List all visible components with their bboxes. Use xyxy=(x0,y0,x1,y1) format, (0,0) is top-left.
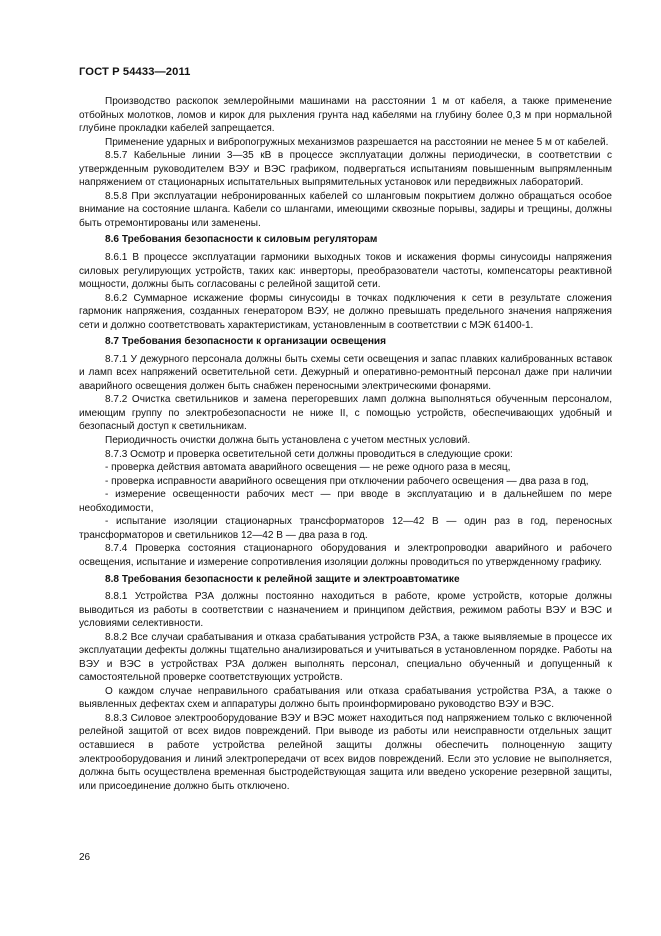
paragraph-clause-8-6-2: 8.6.2 Суммарное искажение формы синусоиды в точках подключения к сети в результате сложения гармоник напряжения, созданных генератором ВЭУ, не должно превышать предельного значения напряжения сети и должно соответствовать характеристикам, установленным в соответствии с МЭК 61400-1. xyxy=(79,292,612,331)
list-item: - проверка исправности аварийного освещения при отключении рабочего освещения — два раза в год, xyxy=(105,475,589,487)
document-body xyxy=(79,95,612,793)
paragraph-clause-8-8-1: 8.8.1 Устройства РЗА должны постоянно находиться в работе, кроме устройств, которые должны выводиться из работы в соответствии с назначением и принципом действия, режимом работы ВЭУ и ВЭС и условиями селективности. xyxy=(79,591,612,630)
section-heading-8-7: 8.7 Требования безопасности к организации освещения xyxy=(105,336,387,348)
list-item: - испытание изоляции стационарных трансформаторов 12—42 В — один раз в год, переносных трансформаторов и светильников 12—42 В — два раза в год. xyxy=(79,516,612,541)
list-item: - измерение освещенности рабочих мест — при вводе в эксплуатацию и в дальнейшем по мере необходимости, xyxy=(79,489,612,514)
paragraph-clause-8-7-2: 8.7.2 Очистка светильников и замена перегоревших ламп должна выполняться обученным персоналом, имеющим группу по электробезопасности не ниже II, с помощью устройств, обеспечивающих удобный и безопасный доступ к светильникам. xyxy=(79,394,612,433)
paragraph: Производство раскопок землеройными машинами на расстоянии 1 м от кабеля, а также применение отбойных молотков, ломов и кирок для рыхления грунта над кабелями на глубину более 0,3 м при нормальной глубине прокладки кабелей запрещается. xyxy=(79,96,612,135)
paragraph-clause-8-7-4: 8.7.4 Проверка состояния стационарного оборудования и электропроводки аварийного и рабочего освещения, испытание и измерение сопротивления изоляции должны проводиться по утвержденному графику. xyxy=(79,543,612,568)
list-item: - проверка действия автомата аварийного освещения — не реже одного раза в месяц, xyxy=(105,462,511,474)
section-heading-8-8: 8.8 Требования безопасности к релейной защите и электроавтоматике xyxy=(105,573,460,585)
paragraph: Применение ударных и вибропогружных механизмов разрешается на расстоянии не менее 5 м от кабелей. xyxy=(105,136,609,148)
paragraph-clause-8-8-2: 8.8.2 Все случаи срабатывания и отказа срабатывания устройств РЗА, а также выявляемые в процессе их эксплуатации дефекты должны тщательно анализироваться и учитываться в установленном порядке. Работы на ВЭУ и ВЭС в устройствах РЗА должен выполнять персонал, специально обученный и допущенный к самостоятельной проверке соответствующих устройств. xyxy=(79,631,612,684)
paragraph: О каждом случае неправильного срабатывания или отказа срабатывания устройства РЗА, а также о выявленных дефектах схем и аппаратуры должно быть проинформировано руководство ВЭУ и ВЭС. xyxy=(79,685,612,711)
paragraph-clause-8-5-8: 8.5.8 При эксплуатации небронированных кабелей со шланговым покрытием должно обращаться особое внимание на состояние шланга. Кабели со шлангами, имеющими сквозные порывы, задиры и трещины, должны быть отремонтированы или заменены. xyxy=(79,190,612,229)
paragraph-clause-8-8-3: 8.8.3 Силовое электрооборудование ВЭУ и ВЭС может находиться под напряжением только с включенной релейной защитой от всех видов повреждений. При выводе из работы или неисправности отдельных защит оставшиеся в работе устройства релейной защиты должны обеспечить полноценную защиту электрооборудования и линий электропередачи от всех видов повреждений. Если это условие не выполняется, должна быть осуществлена временная быстродействующая защита или введено ускорение резервной защиты, или присоединение должно быть отключено. xyxy=(79,712,612,792)
page-number: 26 xyxy=(79,852,91,863)
document-header: ГОСТ Р 54433—2011 xyxy=(79,66,191,78)
section-heading-8-6: 8.6 Требования безопасности к силовым регуляторам xyxy=(105,234,378,246)
paragraph-clause-8-7-1: 8.7.1 У дежурного персонала должны быть схемы сети освещения и запас плавких калиброванных вставок и ламп всех напряжений осветительной сети. Дежурный и оперативно-ремонтный персонал даже при наличии аварийного освещения должен быть снабжен переносными электрическими фонарями. xyxy=(79,353,612,392)
paragraph-clause-8-5-7: 8.5.7 Кабельные линии 3—35 кВ в процессе эксплуатации должны периодически, в соответствии с утвержденным руководителем ВЭУ и ВЭС графиком, подвергаться испытаниям повышенным выпрямленным напряжением от стационарных испытательных выпрямительных установок или передвижных лабораторий. xyxy=(79,150,612,189)
paragraph-clause-8-7-3: 8.7.3 Осмотр и проверка осветительной сети должны проводиться в следующие сроки: xyxy=(105,448,513,460)
paragraph: Периодичность очистки должна быть установлена с учетом местных условий. xyxy=(105,435,471,447)
paragraph-clause-8-6-1: 8.6.1 В процессе эксплуатации гармоники выходных токов и искажения формы синусоиды напряжения силовых регулирующих устройств, таких как: инверторы, преобразователи частоты, компенсаторы реактивной мощности, должны быть согласованы с релейной защитой сети. xyxy=(79,251,612,291)
